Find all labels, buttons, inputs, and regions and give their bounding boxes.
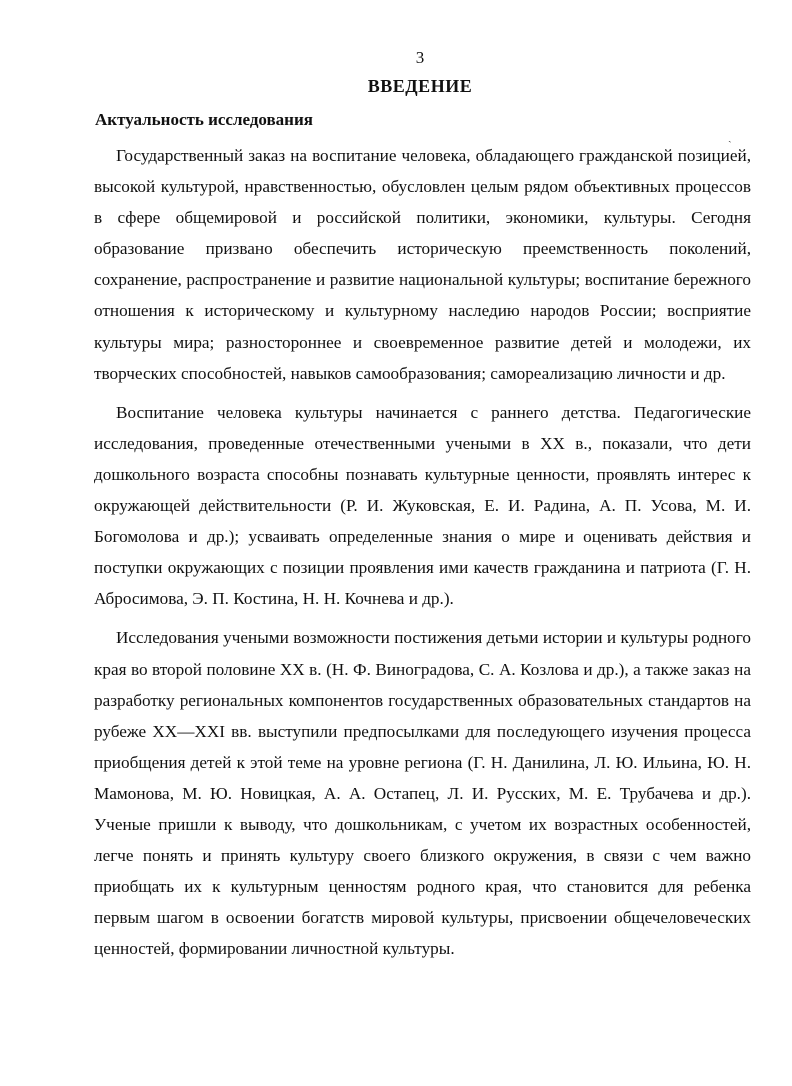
pen-mark-icon: ˏ [728, 131, 732, 143]
paragraph: Исследования учеными возможности постижения детьми истории и культуры родного края во второй половине XX в. (Н. Ф. Виноградова, С. А. Козлова и др.), а также заказ на разработку региональных компонентов государственных образовательных стандартов на рубеже XX—XXI вв. выступили предпосылками для последующего изучения процесса приобщения детей к этой теме на уровне региона (Г. Н. Данилина, Л. Ю. Ильина, Ю. Н. Мамонова, М. Ю. Новицкая, А. А. Остапец, Л. И. Русских, М. Е. Трубачева и др.). Ученые пришли к выводу, что дошкольникам, с учетом их возрастных особенностей, легче понять и принять культуру своего близкого окружения, в связи с чем важно приобщать их к культурным ценностям родного края, что становится для ребенка первым шагом в освоении богатств мировой культуры, присвоении общечеловеческих ценностей, формировании личностной культуры. [94, 628, 751, 959]
page-number: 3 [415, 48, 425, 67]
body-text [94, 140, 751, 972]
paragraph: Воспитание человека культуры начинается с раннего детства. Педагогические исследования, проведенные отечественными учеными в XX в., показали, что дети дошкольного возраста способны познавать культурные ценности, проявлять интерес к окружающей действительности (Р. И. Жуковская, Е. И. Радина, А. П. Усова, М. И. Богомолова и др.); усваивать определенные знания о мире и оценивать действия и поступки окружающих с позиции проявления ими качеств гражданина и патриота (Г. Н. Абросимова, Э. П. Костина, Н. Н. Кочнева и др.). [94, 402, 751, 609]
page-title: ВВЕДЕНИЕ [367, 76, 473, 96]
paragraph: Государственный заказ на воспитание человека, обладающего гражданской позицией, высокой культурой, нравственностью, обусловлен целым рядом объективных процессов в сфере общемировой и российской политики, экономики, культуры. Сегодня образование призвано обеспечить историческую преемственность поколений, сохранение, распространение и развитие национальной культуры; воспитание бережного отношения к историческому и культурному наследию народов России; восприятие культуры мира; разностороннее и своевременное развитие детей и молодежи, их творческих способностей, навыков самообразования; самореализацию личности и др. [94, 146, 751, 383]
section-heading: Актуальность исследования [95, 110, 313, 129]
